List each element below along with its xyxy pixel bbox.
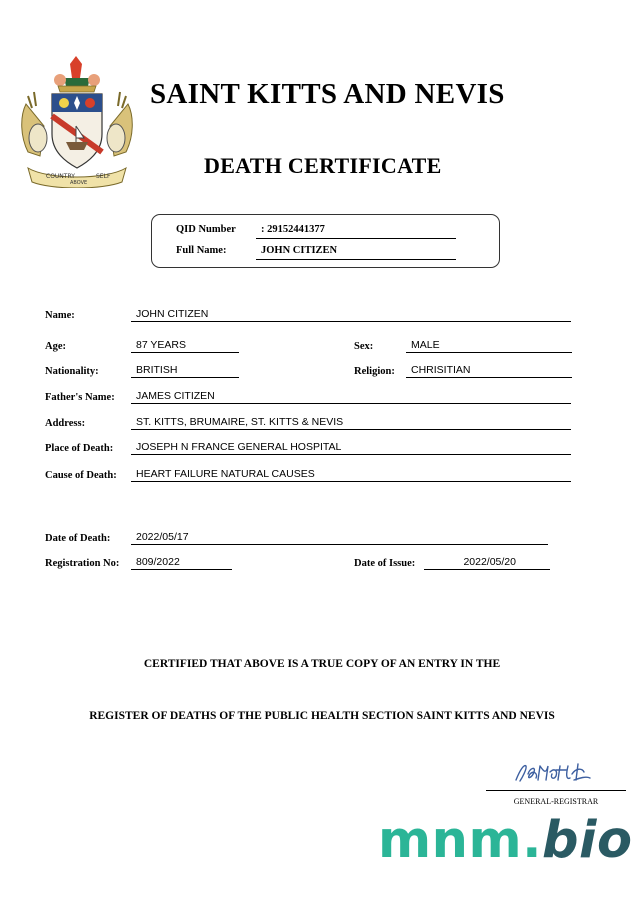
date-of-issue-value: 2022/05/20 (424, 556, 550, 570)
father-value: JAMES CITIZEN (131, 390, 571, 404)
sex-label: Sex: (354, 341, 374, 352)
document-title: DEATH CERTIFICATE (204, 153, 442, 178)
father-label: Father's Name: (45, 392, 115, 403)
registration-no-label: Registration No: (45, 558, 120, 569)
qid-label: QID Number (176, 224, 236, 235)
certification-line-1: CERTIFIED THAT ABOVE IS A TRUE COPY OF AN ENTRY IN THE (143, 658, 501, 670)
identity-box (151, 214, 500, 268)
address-label: Address: (45, 418, 86, 429)
cause-of-death-value: HEART FAILURE NATURAL CAUSES (131, 468, 571, 482)
country-title: SAINT KITTS AND NEVIS (150, 78, 505, 110)
fullname-label: Full Name: (176, 245, 227, 256)
date-of-issue-label: Date of Issue: (354, 558, 416, 569)
certification-line-2: REGISTER OF DEATHS OF THE PUBLIC HEALTH SECTION SAINT KITTS AND NEVIS (89, 710, 555, 722)
place-of-death-label: Place of Death: (45, 443, 114, 454)
registrar-title: GENERAL-REGISTRAR (513, 797, 599, 806)
date-of-death-value: 2022/05/17 (131, 531, 548, 545)
watermark-logo (378, 811, 633, 870)
fullname-value: JOHN CITIZEN (256, 245, 456, 260)
sex-value: MALE (406, 339, 572, 353)
cause-of-death-label: Cause of Death: (45, 470, 117, 481)
religion-value: CHRISITIAN (406, 364, 572, 378)
religion-label: Religion: (354, 366, 395, 377)
name-value: JOHN CITIZEN (131, 308, 571, 322)
svg-text:COUNTRY: COUNTRY (46, 173, 75, 180)
qid-value: : 29152441377 (256, 224, 456, 239)
svg-text:ABOVE: ABOVE (70, 180, 88, 186)
watermark-part-2: bio (541, 811, 633, 870)
registration-no-value: 809/2022 (131, 556, 232, 570)
date-of-death-label: Date of Death: (45, 533, 111, 544)
nationality-label: Nationality: (45, 366, 99, 377)
age-label: Age: (45, 341, 66, 352)
name-label: Name: (45, 310, 75, 321)
age-value: 87 YEARS (131, 339, 239, 353)
signature-line (486, 790, 626, 791)
registrar-signature (512, 760, 594, 784)
watermark-part-1: mnm. (378, 811, 542, 870)
svg-text:SELF: SELF (96, 173, 111, 180)
address-value: ST. KITTS, BRUMAIRE, ST. KITTS & NEVIS (131, 416, 571, 430)
coat-of-arms-logo (18, 56, 136, 188)
nationality-value: BRITISH (131, 364, 239, 378)
place-of-death-value: JOSEPH N FRANCE GENERAL HOSPITAL (131, 441, 571, 455)
